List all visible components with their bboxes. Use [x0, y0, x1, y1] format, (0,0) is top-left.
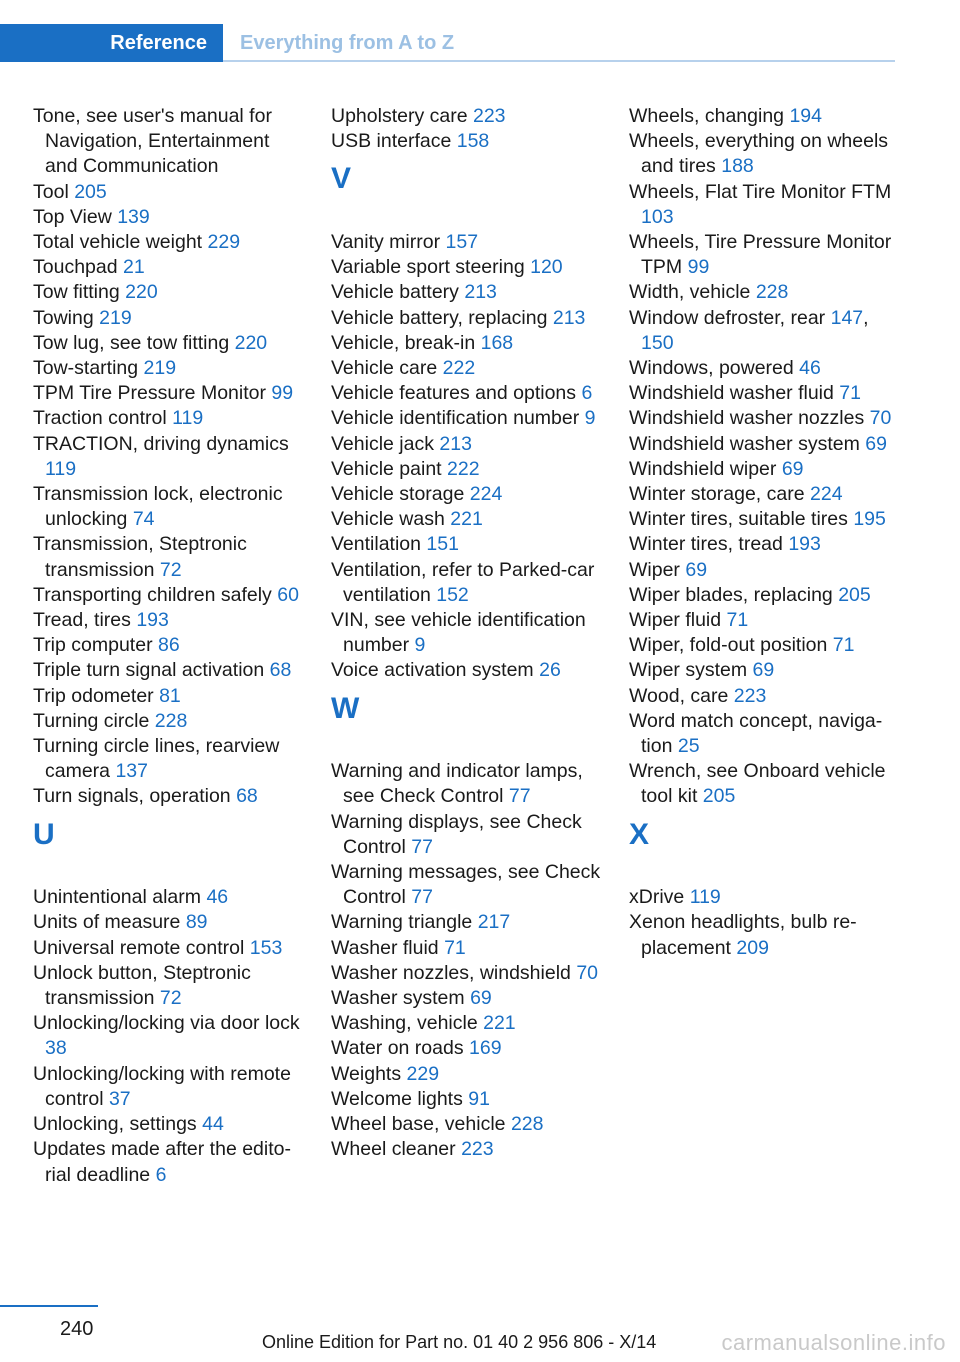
page-link[interactable]: 44 [202, 1113, 224, 1136]
index-entry-term: Wiper fluid [629, 609, 722, 632]
index-entry [33, 1062, 303, 1112]
index-entry-term: Word match concept, navigation [629, 709, 883, 758]
index-entry-term: Ventilation, refer to Parked-car ventilation [331, 558, 595, 606]
page-link[interactable]: 71 [726, 609, 749, 632]
index-entry-term: Unlock button, Steptronic transmission [33, 961, 251, 1010]
page-link[interactable]: 228 [510, 1113, 544, 1136]
page-link[interactable]: 69 [781, 457, 804, 480]
index-entry-term: Wood, care [629, 684, 729, 707]
section-tab-reference[interactable]: Reference [0, 24, 223, 62]
index-entry-term: Variable sport steering [331, 256, 525, 279]
index-entry [33, 658, 303, 683]
index-entry [33, 1137, 303, 1187]
index-entry-term: Turning circle [33, 709, 150, 732]
index-entry [629, 180, 899, 230]
page-link[interactable]: 74 [132, 508, 155, 531]
page-link[interactable]: 150 [641, 331, 674, 354]
page-link[interactable]: 157 [445, 230, 479, 253]
page-link[interactable]: 193 [136, 609, 169, 632]
index-entry-term: Trip computer [33, 634, 153, 657]
page-link[interactable]: 119 [689, 886, 721, 909]
page-link[interactable]: 221 [450, 508, 483, 531]
page-link[interactable]: 213 [464, 281, 497, 304]
index-entry [629, 532, 899, 557]
index-entry-term: Tow-starting [33, 357, 139, 380]
page-link[interactable]: 228 [755, 281, 789, 304]
index-letter-heading: X [629, 817, 650, 851]
watermark: carmanualsonline.info [721, 1330, 946, 1355]
index-entry-term: Vehicle wash [331, 508, 445, 531]
index-entry [331, 658, 601, 683]
index-entry [33, 406, 303, 431]
index-entry-term: Tone, see user's manual for Navigation, Entertainment and Communication [33, 105, 272, 178]
index-entry-term: Wiper, fold-out position [629, 634, 828, 657]
index-entry-term: Turn signals, operation [33, 785, 231, 808]
index-entry-term: Winter storage, care [629, 483, 805, 506]
index-entry-term: Vehicle battery, replacing [331, 306, 548, 329]
index-entry [331, 1036, 601, 1061]
index-entry [331, 432, 601, 457]
page-link[interactable]: 69 [865, 432, 887, 455]
index-entry-term: Vehicle storage [331, 483, 465, 506]
index-entry [33, 230, 303, 255]
page-link[interactable]: 69 [470, 987, 492, 1010]
index-entry [331, 961, 601, 986]
page-link[interactable]: 151 [426, 533, 459, 556]
page-link[interactable]: 9 [414, 634, 426, 657]
index-entry-term: Xenon headlights, bulb replacement [629, 911, 857, 959]
index-entry [629, 457, 899, 482]
index-entry [33, 306, 303, 331]
page-number: 240 [60, 1318, 94, 1340]
index-entry [33, 432, 303, 482]
index-entry [629, 759, 899, 809]
index-entry [331, 507, 601, 532]
index-entry-term: Warning displays, see Check Control [331, 810, 582, 858]
index-entry [33, 280, 303, 305]
index-entry [331, 1011, 601, 1036]
page-link[interactable]: 37 [108, 1087, 131, 1110]
page-link[interactable]: 68 [269, 659, 292, 682]
index-entry [33, 356, 303, 381]
index-entry [629, 104, 899, 129]
index-entry [331, 1137, 601, 1162]
index-entry [629, 633, 899, 658]
index-letter-heading: W [331, 691, 360, 725]
index-entry [629, 910, 899, 960]
index-entry-term: Wheel cleaner [331, 1138, 456, 1161]
index-entry [33, 910, 303, 935]
index-entry [331, 986, 601, 1011]
page-link[interactable]: 71 [444, 936, 466, 959]
index-entry-term: Vehicle, break-in [331, 331, 476, 354]
page-link[interactable]: 222 [447, 457, 480, 480]
index-entry [33, 255, 303, 280]
index-entry-term: Warning triangle [331, 911, 473, 934]
page-link[interactable]: 103 [641, 205, 674, 228]
page-link[interactable]: 228 [154, 709, 188, 732]
index-entry-term: Transporting children safely [33, 583, 272, 606]
index-entry-term: Welcome lights [331, 1087, 463, 1110]
page-link[interactable]: 25 [677, 735, 700, 758]
page-link[interactable]: 77 [508, 785, 531, 808]
index-entry-term: Vanity mirror [331, 230, 441, 253]
index-entry: Window defroster, rear 147, 150 [629, 306, 869, 354]
index-entry-term: Voice activation system [331, 659, 534, 682]
page-link[interactable]: 194 [789, 105, 822, 127]
index-entry-term: Washer nozzles, windshield [331, 961, 571, 984]
page-link[interactable]: 99 [687, 256, 710, 279]
index-entry [629, 583, 899, 608]
index-entry-term: TRACTION, driving dynamics [33, 432, 289, 455]
index-entry-term: Transmission, Steptronic transmission [33, 533, 247, 581]
index-entry [629, 885, 899, 910]
index-entry-term: Warning and indicator lamps, see Check Control [331, 760, 583, 808]
index-entry [33, 482, 303, 532]
index-entry-term: Vehicle features and options [331, 382, 577, 405]
index-entry-term: Top View [33, 205, 112, 228]
page-link[interactable]: 217 [477, 911, 511, 934]
page-link[interactable]: 168 [480, 331, 514, 354]
index-entry-term: Weights [331, 1062, 402, 1085]
page-link[interactable]: 139 [117, 205, 150, 228]
page-link[interactable]: 72 [159, 987, 182, 1010]
index-entry-term: Tread, tires [33, 609, 131, 632]
index-entry-term: Windows, powered [629, 357, 794, 380]
page-link[interactable]: 220 [125, 281, 158, 304]
page-link[interactable]: 224 [469, 483, 503, 506]
index-entry [331, 381, 601, 406]
index-entry-term: Wrench, see Onboard vehicle tool kit [629, 760, 886, 808]
index-entry-term: Unintentional alarm [33, 886, 202, 909]
index-entry-term: Updates made after the editorial deadline [33, 1138, 291, 1186]
index-column-1 [33, 104, 303, 1188]
index-entry-term: xDrive [629, 886, 685, 909]
page-link[interactable]: 213 [552, 306, 586, 329]
index-entry [331, 104, 601, 129]
index-entry [331, 331, 601, 356]
page-link[interactable]: 46 [799, 357, 821, 380]
index-entry [331, 255, 601, 280]
page-link[interactable]: 91 [468, 1087, 490, 1110]
page-link[interactable]: 77 [411, 835, 433, 858]
index-entry-term: VIN, see vehicle identification number [331, 609, 586, 657]
page-link[interactable]: 188 [721, 155, 754, 178]
index-entry [33, 633, 303, 658]
index-entry [331, 1112, 601, 1137]
page-link[interactable]: 147 [830, 306, 864, 329]
index-entry [331, 230, 601, 255]
page-link[interactable]: 120 [530, 256, 563, 279]
index-entry [33, 784, 303, 809]
index-entry [33, 885, 303, 910]
index-entry [331, 860, 601, 910]
page-link[interactable]: 153 [249, 936, 283, 959]
page-link[interactable]: 69 [752, 659, 775, 682]
page-link[interactable]: 119 [45, 457, 77, 480]
page-link[interactable]: 220 [234, 331, 268, 354]
chapter-tab-a-to-z[interactable]: Everything from A to Z [240, 32, 455, 54]
index-entry [33, 331, 303, 356]
index-entry-term: Unlocking/locking with remote control [33, 1062, 291, 1110]
index-entry [331, 558, 601, 608]
index-entry-term: TPM Tire Pressure Monitor [33, 382, 266, 405]
index-entry [33, 684, 303, 709]
index-entry [331, 759, 601, 809]
page-link[interactable]: 60 [277, 583, 299, 606]
page-link[interactable]: 38 [45, 1037, 67, 1060]
index-entry [33, 936, 303, 961]
index-letter-heading: U [33, 817, 55, 851]
index-entry [331, 532, 601, 557]
page-link[interactable]: 86 [157, 634, 180, 657]
index-entry [331, 910, 601, 935]
page-link[interactable]: 222 [442, 357, 476, 379]
header-rule [223, 60, 895, 62]
index-entry [331, 608, 601, 658]
index-entry [331, 280, 601, 305]
index-entry [331, 457, 601, 482]
page-link[interactable]: 68 [236, 785, 258, 808]
page-link[interactable]: 223 [472, 105, 506, 127]
page-link[interactable]: 89 [185, 911, 208, 934]
index-entry [629, 280, 899, 305]
index-entry-term: Winter tires, tread [629, 533, 783, 556]
index-entry-term: Windshield washer fluid [629, 382, 834, 405]
index-entry-term: Wheels, Flat Tire Monitor FTM [629, 180, 892, 203]
page-link[interactable]: 6 [155, 1163, 167, 1186]
index-entry-term: USB interface [331, 130, 452, 153]
index-entry [33, 709, 303, 734]
index-entry [331, 1087, 601, 1112]
index-entry [629, 507, 899, 532]
index-entry [629, 482, 899, 507]
page-link[interactable]: 46 [206, 886, 229, 909]
index-entry [33, 583, 303, 608]
page-link[interactable]: 158 [456, 130, 490, 153]
page-link[interactable]: 209 [736, 936, 769, 959]
index-entry-term: Wiper [629, 558, 680, 581]
footer-rule [0, 1305, 98, 1307]
index-entry [629, 230, 899, 280]
index-entry [629, 558, 899, 583]
index-entry-term: Tow fitting [33, 281, 120, 304]
index-column-3 [629, 104, 899, 961]
index-entry-term: Vehicle paint [331, 457, 442, 480]
page-link[interactable]: 77 [411, 886, 433, 909]
index-column-2 [331, 104, 601, 1162]
index-entry-term: Windshield washer nozzles [629, 407, 865, 430]
index-entry [629, 658, 899, 683]
index-entry [331, 306, 601, 331]
page-link[interactable]: 9 [584, 407, 596, 430]
index-entry-term: Traction control [33, 407, 167, 430]
page-link[interactable]: 195 [853, 508, 886, 531]
index-entry [331, 129, 601, 154]
page-link[interactable]: 137 [115, 760, 148, 783]
index-entry-term: Width, vehicle [629, 281, 751, 304]
index-entry-term: Touchpad [33, 256, 118, 279]
index-entry [629, 356, 899, 381]
index-entry-term: Wheels, changing [629, 105, 785, 127]
edition-note: Online Edition for Part no. 01 40 2 956 806 - X/14 [262, 1332, 657, 1352]
index-entry-term: Trip odometer [33, 684, 154, 707]
page-link[interactable]: 26 [539, 659, 561, 682]
index-entry-term: Warning messages, see Check Control [331, 861, 601, 909]
index-entry-term: Vehicle identification number [331, 407, 580, 430]
index-entry [33, 104, 303, 180]
page-link[interactable]: 69 [685, 558, 708, 581]
page-link[interactable]: 223 [461, 1138, 494, 1161]
index-entry [33, 1112, 303, 1137]
page-link[interactable]: 223 [733, 684, 767, 707]
page-link[interactable]: 213 [439, 432, 472, 455]
index-entry-term: Winter tires, suitable tires [629, 508, 848, 531]
index-entry-term: Transmission lock, electronic unlocking [33, 483, 283, 531]
index-entry [331, 936, 601, 961]
index-entry-term: Tool [33, 180, 69, 203]
page-link[interactable]: 169 [469, 1037, 502, 1060]
index-entry [33, 734, 303, 784]
page-link[interactable]: 6 [581, 382, 593, 405]
index-entry [33, 180, 303, 205]
page-link[interactable]: 99 [271, 382, 294, 405]
index-entry [629, 684, 899, 709]
page-link[interactable]: 152 [436, 583, 469, 606]
page-link[interactable]: 21 [123, 256, 145, 279]
index-entry [629, 406, 899, 431]
page-link[interactable]: 229 [406, 1062, 440, 1085]
index-letter-heading: V [331, 162, 352, 196]
page-link[interactable]: 221 [483, 1012, 516, 1035]
index-entry-term: Water on roads [331, 1037, 464, 1060]
page-link[interactable]: 224 [810, 483, 843, 506]
page-link[interactable]: 72 [159, 558, 182, 581]
index-entry [629, 381, 899, 406]
page-link[interactable]: 205 [838, 583, 871, 606]
index-entry-term: Total vehicle weight [33, 231, 203, 254]
page-link[interactable]: 70 [576, 961, 599, 984]
index-entry-term: Unlocking, settings [33, 1113, 197, 1136]
page-link[interactable]: 71 [832, 634, 855, 657]
index-entry-term: Wheels, everything on wheels and tires [629, 130, 889, 178]
index-entry-term: Upholstery care [331, 105, 468, 127]
index-entry [331, 1062, 601, 1087]
page-link[interactable]: 70 [869, 407, 892, 430]
page-header [0, 24, 895, 62]
page-link[interactable]: 119 [172, 407, 204, 430]
index-entry [33, 608, 303, 633]
index-entry [33, 532, 303, 582]
index-entry-term: Wheel base, vehicle [331, 1113, 506, 1136]
index-entry-term: Windshield washer system [629, 432, 860, 455]
index-entry [33, 961, 303, 1011]
index-entry-term: Tow lug, see tow fitting [33, 331, 230, 354]
page-link[interactable]: 81 [159, 684, 181, 707]
page-link[interactable]: 229 [207, 231, 241, 254]
index-entry-term: Washer system [331, 987, 465, 1010]
page-link[interactable]: 193 [788, 533, 821, 556]
index-entry [33, 205, 303, 230]
index-entry [629, 608, 899, 633]
page-link[interactable]: 205 [74, 180, 107, 203]
index-entry-term: Windshield wiper [629, 457, 777, 480]
index-entry [629, 709, 899, 759]
index-entry-term: Window defroster, rear [629, 306, 826, 329]
index-entry [629, 129, 899, 179]
index-entry-term: Wheels, Tire Pressure Monitor TPM [629, 231, 892, 279]
index-entry-term: Units of measure [33, 911, 181, 934]
page-link[interactable]: 71 [839, 382, 861, 405]
index-entry-term: Turning circle lines, rearview camera [33, 735, 280, 783]
index-entry-term: Wiper blades, replacing [629, 583, 833, 606]
index-entry [331, 356, 601, 381]
index-entry-term: Towing [33, 306, 94, 329]
index-entry [331, 810, 601, 860]
index-entry-term: Vehicle jack [331, 432, 434, 455]
page-link[interactable]: 205 [702, 785, 736, 808]
index-entry [33, 381, 303, 406]
page-link[interactable]: 219 [143, 357, 177, 380]
index-entry-term: Washer fluid [331, 936, 439, 959]
index-entry [629, 432, 899, 457]
page-link[interactable]: 219 [99, 306, 132, 329]
index-entry-term: Vehicle battery [331, 281, 459, 304]
index-entry-term: Unlocking/locking via door lock [33, 1012, 300, 1035]
index-entry [33, 1011, 303, 1061]
index-entry-term: Ventilation [331, 533, 421, 556]
index-entry-term: Triple turn signal activation [33, 659, 265, 682]
index-entry [331, 406, 601, 431]
index-entry-term: Washing, vehicle [331, 1012, 478, 1035]
index-entry-term: Vehicle care [331, 357, 438, 379]
index-entry-term: Wiper system [629, 659, 748, 682]
index-entry [331, 482, 601, 507]
index-entry-term: Universal remote control [33, 936, 245, 959]
